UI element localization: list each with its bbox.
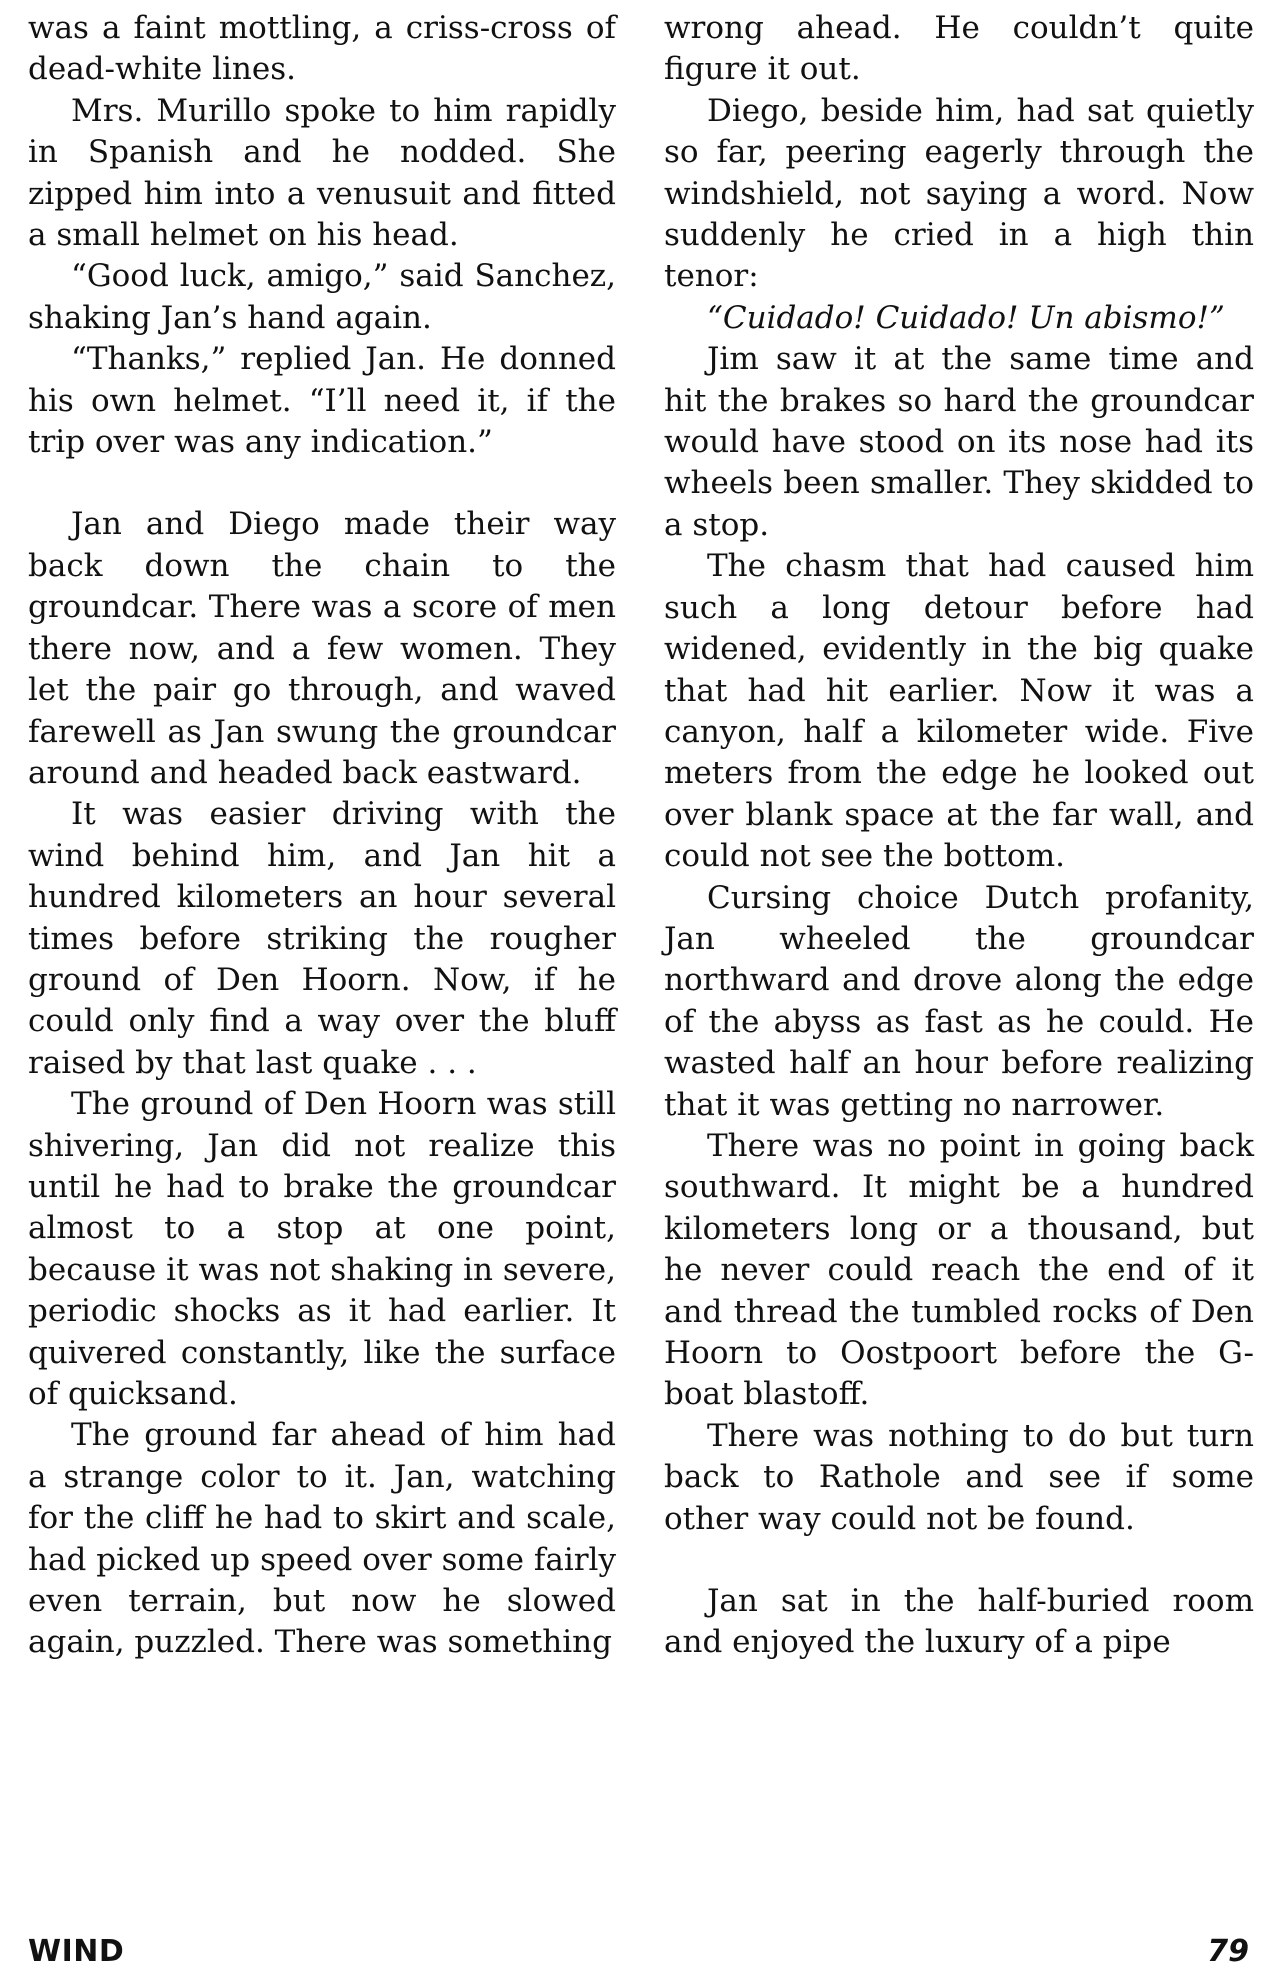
paragraph: The chasm that had caused him such a long detour before had widened, evidently in the big quake that had hit earlier. Now it was a canyon, half a kilometer wide. Five meters from the edge he looked out over blank space at the far wall, and could not see the bottom. [664, 548, 1254, 875]
paragraph: There was no point in going back southward. It might be a hundred kilometers long or a thousand, but he never could reach the end of it and thread the tumbled rocks of Den Hoorn to Oostpoort before the G-boat blastoff. [664, 1127, 1254, 1413]
paragraph: The ground far ahead of him had a strange color to it. Jan, watching for the cliff he had to skirt and scale, had picked up speed over some fairly even terrain, but now he slowed again, puzzled. There was something [28, 1417, 616, 1661]
paragraph-section-start: Jan and Diego made their way back down the chain to the groundcar. There was a score of men there now, and a few women. They let the pair go through, and waved farewell as Jan swung the groundcar around and headed back eastward. [28, 506, 616, 791]
paragraph: It was easier driving with the wind behind him, and Jan hit a hundred kilometers an hour several times before striking the rougher ground of Den Hoorn. Now, if he could only find a way over the bluff raised by that last quake . . . [28, 796, 616, 1081]
paragraph: “Thanks,” replied Jan. He donned his own helmet. “I’ll need it, if the trip over was any indication.” [28, 341, 616, 461]
page-number: 79 [1207, 1934, 1249, 1969]
right-text-column [664, 8, 1254, 1664]
paragraph: Mrs. Murillo spoke to him rapidly in Spanish and he nodded. She zipped him into a venusuit and fitted a small helmet on his head. [28, 92, 616, 254]
paragraph: There was nothing to do but turn back to Rathole and see if some other way could not be found. [664, 1417, 1254, 1537]
paragraph: Diego, beside him, had sat quietly so far, peering eagerly through the windshield, not saying a word. Now suddenly he cried in a high thin tenor: [664, 92, 1254, 295]
paragraph-continued: was a faint mottling, a criss-cross of dead-white lines. [28, 10, 616, 88]
paragraph-italic-quote: “Cuidado! Cuidado! Un abismo!” [707, 299, 1225, 336]
paragraph: The ground of Den Hoorn was still shivering, Jan did not realize this until he had to brake the groundcar almost to a stop at one point, because it was not shaking in severe, periodic shocks as it had earlier. It quivered constantly, like the surface of quicksand. [28, 1086, 616, 1412]
paragraph: Jim saw it at the same time and hit the brakes so hard the groundcar would have stood on its nose had its wheels been smaller. They skidded to a stop. [664, 341, 1254, 543]
paragraph-section-start: Jan sat in the half-buried room and enjoyed the luxury of a pipe [664, 1583, 1254, 1661]
paragraph-continued: wrong ahead. He couldn’t quite figure it out. [664, 10, 1254, 88]
paragraph: Cursing choice Dutch profanity, Jan wheeled the groundcar northward and drove along the edge of the abyss as fast as he could. He wasted half an hour before realizing that it was getting no narrower. [664, 879, 1254, 1123]
paragraph: “Good luck, amigo,” said Sanchez, shaking Jan’s hand again. [28, 258, 616, 336]
left-text-column [28, 8, 616, 1664]
running-footer-title: WIND [28, 1934, 125, 1969]
